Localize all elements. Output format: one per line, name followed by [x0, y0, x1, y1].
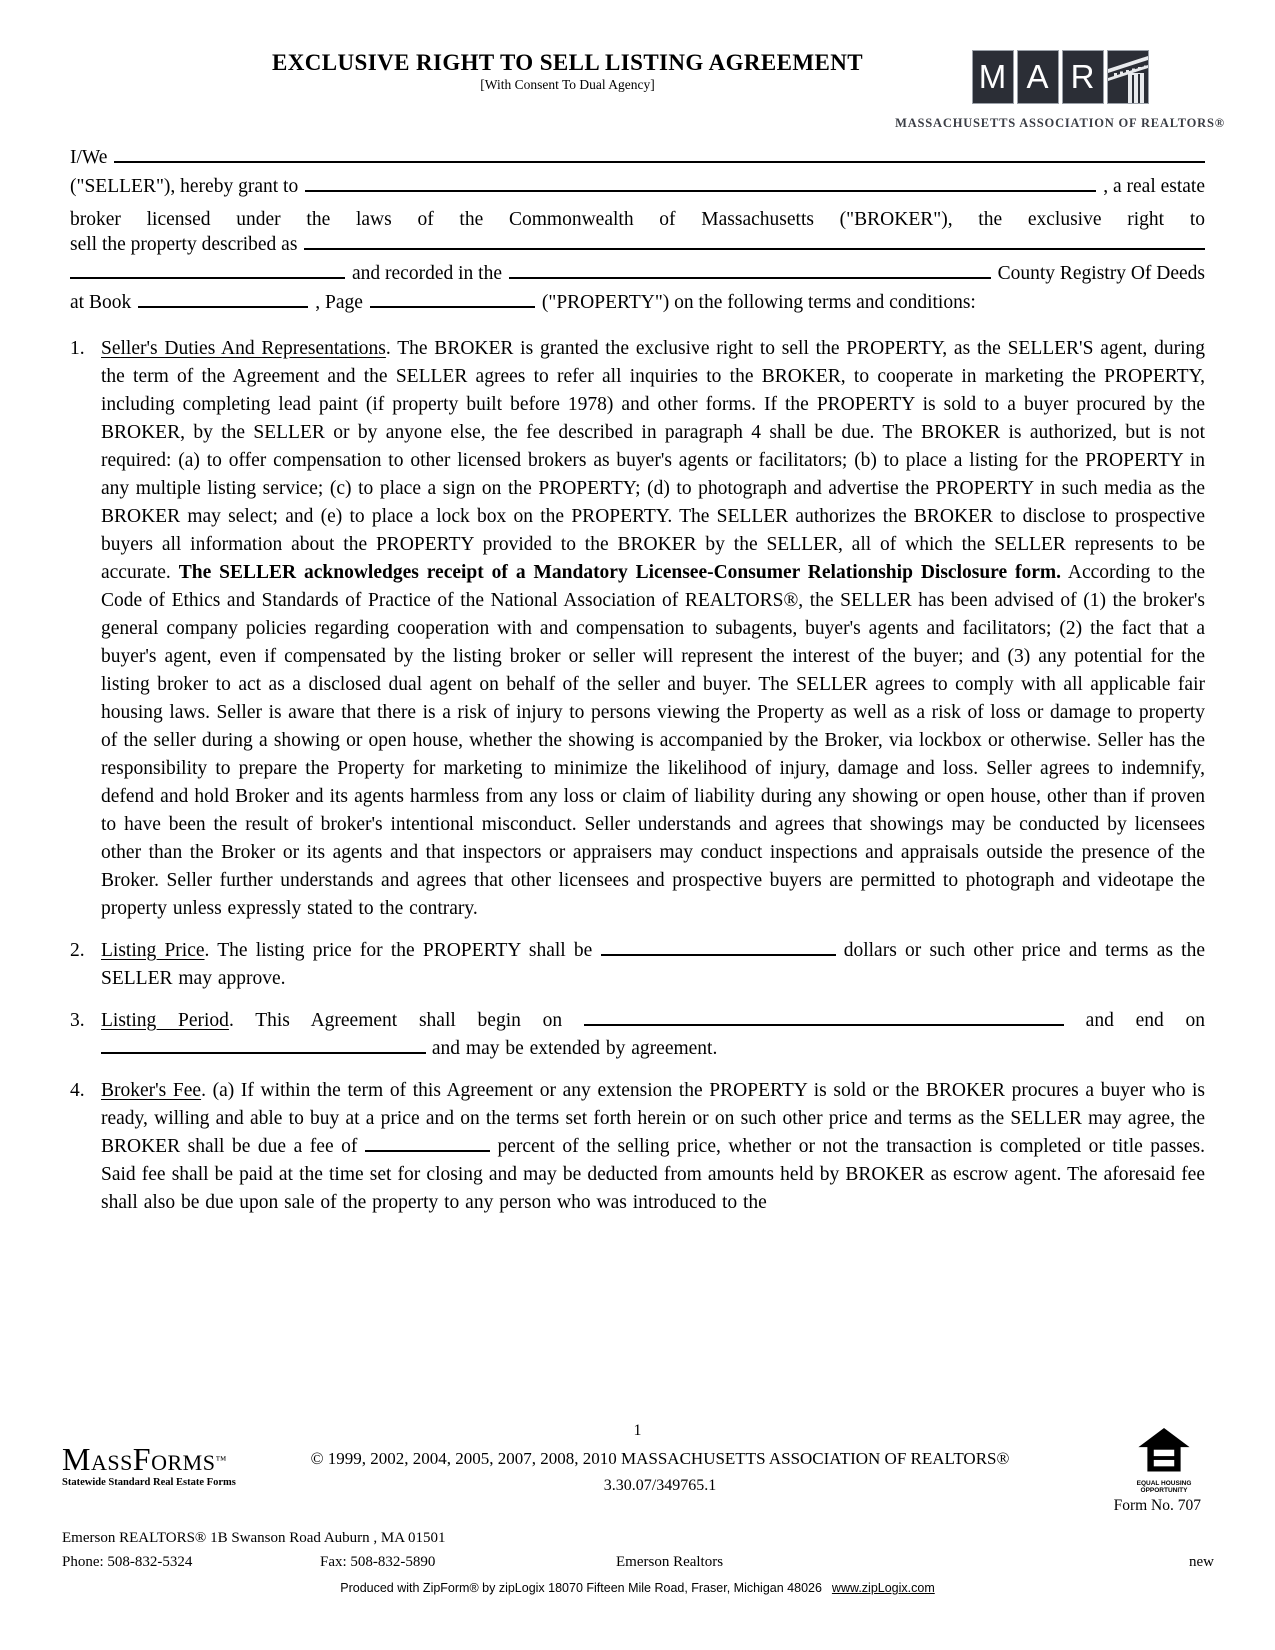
fee-percent-blank	[365, 1138, 490, 1152]
mar-letter: R	[1070, 58, 1095, 95]
form-number: Form No. 707	[1113, 1497, 1201, 1514]
section-brokers-fee	[70, 1077, 1205, 1217]
massforms-tagline: Statewide Standard Real Estate Forms	[62, 1477, 236, 1488]
mar-logo-caption: MASSACHUSETTS ASSOCIATION OF REALTORS®	[895, 116, 1225, 130]
section-3-number: 3.	[70, 1010, 85, 1031]
massforms-logo	[62, 1443, 236, 1489]
intro-registry-label: County Registry Of Deeds	[997, 263, 1205, 284]
section-1-number: 1.	[70, 338, 85, 359]
page-subtitle: [With Consent To Dual Agency]	[480, 77, 655, 92]
section-sellers-duties	[70, 335, 1205, 923]
intro-realestate-label: , a real estate	[1103, 176, 1205, 197]
office-address-line: Emerson REALTORS® 1B Swanson Road Auburn , MA 01501	[62, 1530, 446, 1546]
section-listing-price	[70, 937, 1205, 993]
book-number-blank	[138, 294, 308, 308]
intro-recorded-label: and recorded in the	[352, 263, 502, 284]
seller-name-blank	[114, 149, 1205, 163]
intro-grant-label: ("SELLER"), hereby grant to	[70, 176, 299, 197]
ziplogix-link[interactable]: www.zipLogix.com	[831, 1581, 935, 1595]
broker-name-blank	[305, 178, 1096, 192]
section-1-heading: Seller's Duties And Representations	[101, 338, 386, 359]
section-4-number: 4.	[70, 1080, 85, 1101]
section-2-text: . The listing price for the PROPERTY shall be	[204, 940, 601, 961]
title-block	[70, 50, 915, 93]
section-3-text-continued: and may be extended by agreement.	[426, 1038, 718, 1059]
sections-list	[70, 335, 1205, 1217]
section-4-text-continued: percent of the selling price, whether or not the transaction is completed or title passes. Said fee shall be paid at the time set for closing and may be deducted from amounts held by BROKER as escrow agent. The aforesaid fee shall also be due upon sale of the property to any person who was introduced to the	[101, 1136, 1205, 1213]
section-2-heading: Listing Price	[101, 940, 205, 961]
section-listing-period	[70, 1007, 1205, 1063]
equal-housing-caption: EQUAL HOUSING OPPORTUNITY	[1136, 1480, 1192, 1494]
section-4-text: . (a) If within the term of this Agreement or any extension the PROPERTY is sold or the BROKER procures a buyer who is ready, willing and able to buy at a price and on the terms set forth herein or on such other price and terms as the SELLER may agree, the BROKER shall be due a fee of	[101, 1080, 1205, 1157]
registry-county-blank	[509, 265, 991, 279]
ziplogix-credit: Produced with ZipForm® by zipLogix 18070 Fifteen Mile Road, Fraser, Michigan 48026	[340, 1581, 822, 1595]
page-number: 1	[633, 1422, 642, 1439]
intro-line-4	[70, 234, 1205, 263]
copyright-line: © 1999, 2002, 2004, 2005, 2007, 2008, 2010 MASSACHUSETTS ASSOCIATION OF REALTORS®	[310, 1449, 1010, 1468]
equal-housing-logo	[1131, 1428, 1197, 1494]
mar-logo-tiles	[972, 50, 1149, 104]
agent-name: Emerson Realtors	[616, 1554, 724, 1570]
document-code: 3.30.07/349765.1	[603, 1477, 717, 1494]
intro-property-label: sell the property described as	[70, 234, 298, 255]
section-2-text-continued: dollars or such other price and terms as the SELLER may approve.	[101, 940, 1205, 989]
mar-letter: M	[978, 58, 1007, 95]
mar-logo	[895, 50, 1225, 131]
building-column-icon	[1107, 50, 1149, 104]
massforms-wordmark: MassForms	[62, 1441, 216, 1477]
intro-block	[70, 147, 1205, 321]
new-label: new	[1189, 1554, 1214, 1570]
intro-line-1	[70, 147, 1205, 176]
contact-row	[62, 1554, 1214, 1571]
intro-line-3: broker licensed under the laws of the Commonwealth of Massachusetts ("BROKER"), the exclusive right to	[70, 209, 1205, 230]
section-2-number: 2.	[70, 940, 85, 961]
intro-book-label: at Book	[70, 292, 132, 313]
section-1-text-continued: According to the Code of Ethics and Standards of Practice of the National Association of REALTORS®, the SELLER has been advised of (1) the broker's general company policies regarding cooperation with and compensation to subagents, buyer's agents and facilitators; (2) the fact that a buyer's agent, even if compensated by the listing broker or seller will represent the interest of the buyer; and (3) any potential for the listing broker to act as a disclosed dual agent on behalf of the seller and buyer. The SELLER agrees to comply with all applicable fair housing laws. Seller is aware that there is a risk of injury to persons viewing the Property as well as a risk of loss or damage to property of the seller during a showing or open house, whether the showing is accompanied by the Broker, via lockbox or otherwise. Seller has the responsibility to prepare the Property for marketing to minimize the likelihood of injury, damage and loss. Seller agrees to indemnify, defend and hold Broker and its agents harmless from any loss or claim of liability during any showing or open house, other than if proven to have been the result of broker's intentional misconduct. Seller understands and agrees that showings may be conducted by licensees other than the Broker or its agents and that inspectors or appraisers may conduct inspections and appraisals outside the presence of the Broker. Seller further understands and agrees that other licensees and prospective buyers are permitted to photograph and videotape the property unless expressly stated to the contrary.	[101, 562, 1205, 919]
intro-iwe-label: I/We	[70, 147, 108, 168]
document-header	[0, 0, 1275, 131]
property-description-blank	[304, 236, 1205, 250]
section-3-text: . This Agreement shall begin on	[228, 1010, 584, 1031]
page-title: EXCLUSIVE RIGHT TO SELL LISTING AGREEMENT	[272, 50, 863, 75]
intro-line-2	[70, 176, 1205, 205]
mar-letter: A	[1026, 58, 1049, 95]
section-3-heading: Listing Period	[101, 1010, 229, 1031]
mar-logo-letter-r	[1062, 50, 1104, 104]
phone-label: Phone: 508-832-5324	[62, 1554, 193, 1570]
section-1-text: . The BROKER is granted the exclusive right to sell the PROPERTY, as the SELLER'S agent, during the term of the Agreement and the SELLER agrees to refer all inquiries to the BROKER, to cooperate in marketing the PROPERTY, including completing lead paint (if property built before 1978) and other forms. If the PROPERTY is sold to a buyer procured by the BROKER, by the SELLER or by anyone else, the fee described in paragraph 4 shall be due. The BROKER is authorized, but is not required: (a) to offer compensation to other licensed brokers as buyer's agents or facilitators; (b) to place a listing for the PROPERTY in any multiple listing service; (c) to place a sign on the PROPERTY; (d) to photograph and advertise the PROPERTY in such media as the BROKER may select; and (e) to place a lock box on the PROPERTY. The SELLER authorizes the BROKER to disclose to prospective buyers all information about the PROPERTY provided to the BROKER by the SELLER, all of which the SELLER represents to be accurate.	[101, 338, 1205, 583]
equal-housing-house-icon	[1138, 1428, 1190, 1474]
mar-logo-letter-m	[972, 50, 1014, 104]
intro-line-6	[70, 292, 1205, 321]
listing-price-blank	[601, 942, 836, 956]
intro-terms-label: ("PROPERTY") on the following terms and conditions:	[541, 292, 976, 313]
produced-with-line	[0, 1581, 1275, 1595]
section-4-heading: Broker's Fee	[101, 1080, 202, 1101]
intro-page-label: , Page	[315, 292, 363, 313]
intro-line-5	[70, 263, 1205, 292]
section-1-bold-text: The SELLER acknowledges receipt of a Mandatory Licensee-Consumer Relationship Disclosure form.	[178, 562, 1062, 583]
end-date-blank	[101, 1040, 426, 1054]
section-3-text-middle: and end on	[1063, 1010, 1205, 1031]
start-date-blank	[584, 1012, 1064, 1026]
page-number-blank	[370, 294, 535, 308]
trademark-symbol: ™	[215, 1454, 227, 1467]
mar-logo-letter-a	[1017, 50, 1059, 104]
fax-label: Fax: 508-832-5890	[320, 1554, 436, 1570]
property-description-blank-2	[70, 265, 345, 279]
